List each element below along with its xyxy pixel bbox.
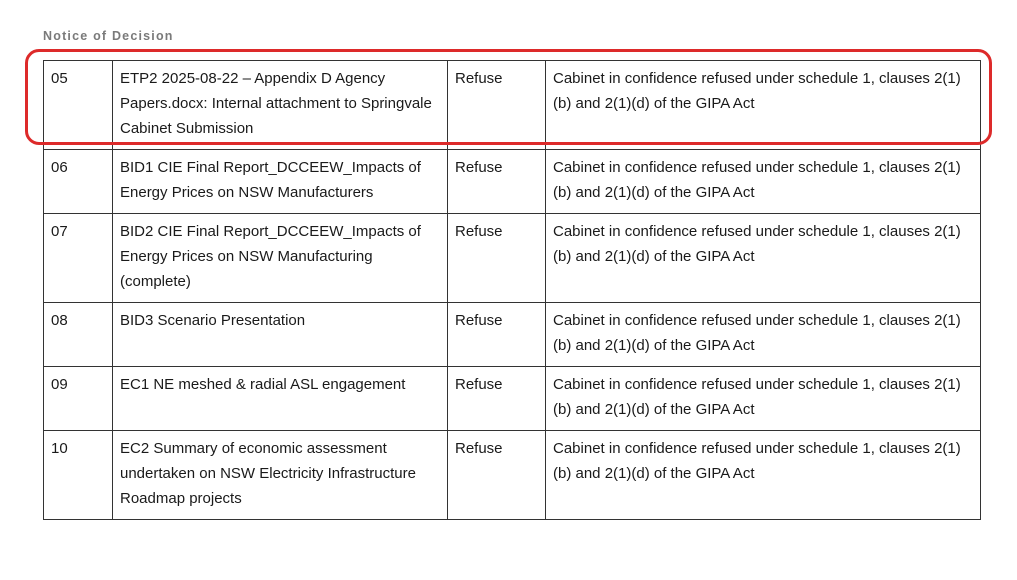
document-title: ETP2 2025-08-22 – Appendix D Agency Papers.docx: Internal attachment to Springvale Cabinet Submission xyxy=(113,61,448,150)
document-title: BID3 Scenario Presentation xyxy=(113,303,448,367)
decision-reason: Cabinet in confidence refused under schedule 1, clauses 2(1)(b) and 2(1)(d) of the GIPA Act xyxy=(546,150,981,214)
document-title: BID2 CIE Final Report_DCCEEW_Impacts of Energy Prices on NSW Manufacturing (complete) xyxy=(113,214,448,303)
decision: Refuse xyxy=(448,431,546,520)
table-row xyxy=(44,367,981,431)
decision: Refuse xyxy=(448,214,546,303)
document-title: EC1 NE meshed & radial ASL engagement xyxy=(113,367,448,431)
decision-reason: Cabinet in confidence refused under schedule 1, clauses 2(1)(b) and 2(1)(d) of the GIPA Act xyxy=(546,367,981,431)
document-number: 09 xyxy=(44,367,113,431)
table-row xyxy=(44,431,981,520)
decision: Refuse xyxy=(448,367,546,431)
decision-reason: Cabinet in confidence refused under schedule 1, clauses 2(1)(b) and 2(1)(d) of the GIPA Act xyxy=(546,61,981,150)
decision-reason: Cabinet in confidence refused under schedule 1, clauses 2(1)(b) and 2(1)(d) of the GIPA Act xyxy=(546,214,981,303)
document-title: EC2 Summary of economic assessment undertaken on NSW Electricity Infrastructure Roadmap projects xyxy=(113,431,448,520)
document-number: 05 xyxy=(44,61,113,150)
page-header: Notice of Decision xyxy=(43,29,174,43)
decision: Refuse xyxy=(448,150,546,214)
decision-reason: Cabinet in confidence refused under schedule 1, clauses 2(1)(b) and 2(1)(d) of the GIPA Act xyxy=(546,431,981,520)
document-title: BID1 CIE Final Report_DCCEEW_Impacts of Energy Prices on NSW Manufacturers xyxy=(113,150,448,214)
decision: Refuse xyxy=(448,303,546,367)
decision: Refuse xyxy=(448,61,546,150)
document-number: 08 xyxy=(44,303,113,367)
decision-reason: Cabinet in confidence refused under schedule 1, clauses 2(1)(b) and 2(1)(d) of the GIPA Act xyxy=(546,303,981,367)
table-row xyxy=(44,61,981,150)
document-number: 06 xyxy=(44,150,113,214)
table-row xyxy=(44,214,981,303)
decision-table xyxy=(43,60,981,520)
document-number: 10 xyxy=(44,431,113,520)
document-number: 07 xyxy=(44,214,113,303)
table-row xyxy=(44,150,981,214)
table-row xyxy=(44,303,981,367)
